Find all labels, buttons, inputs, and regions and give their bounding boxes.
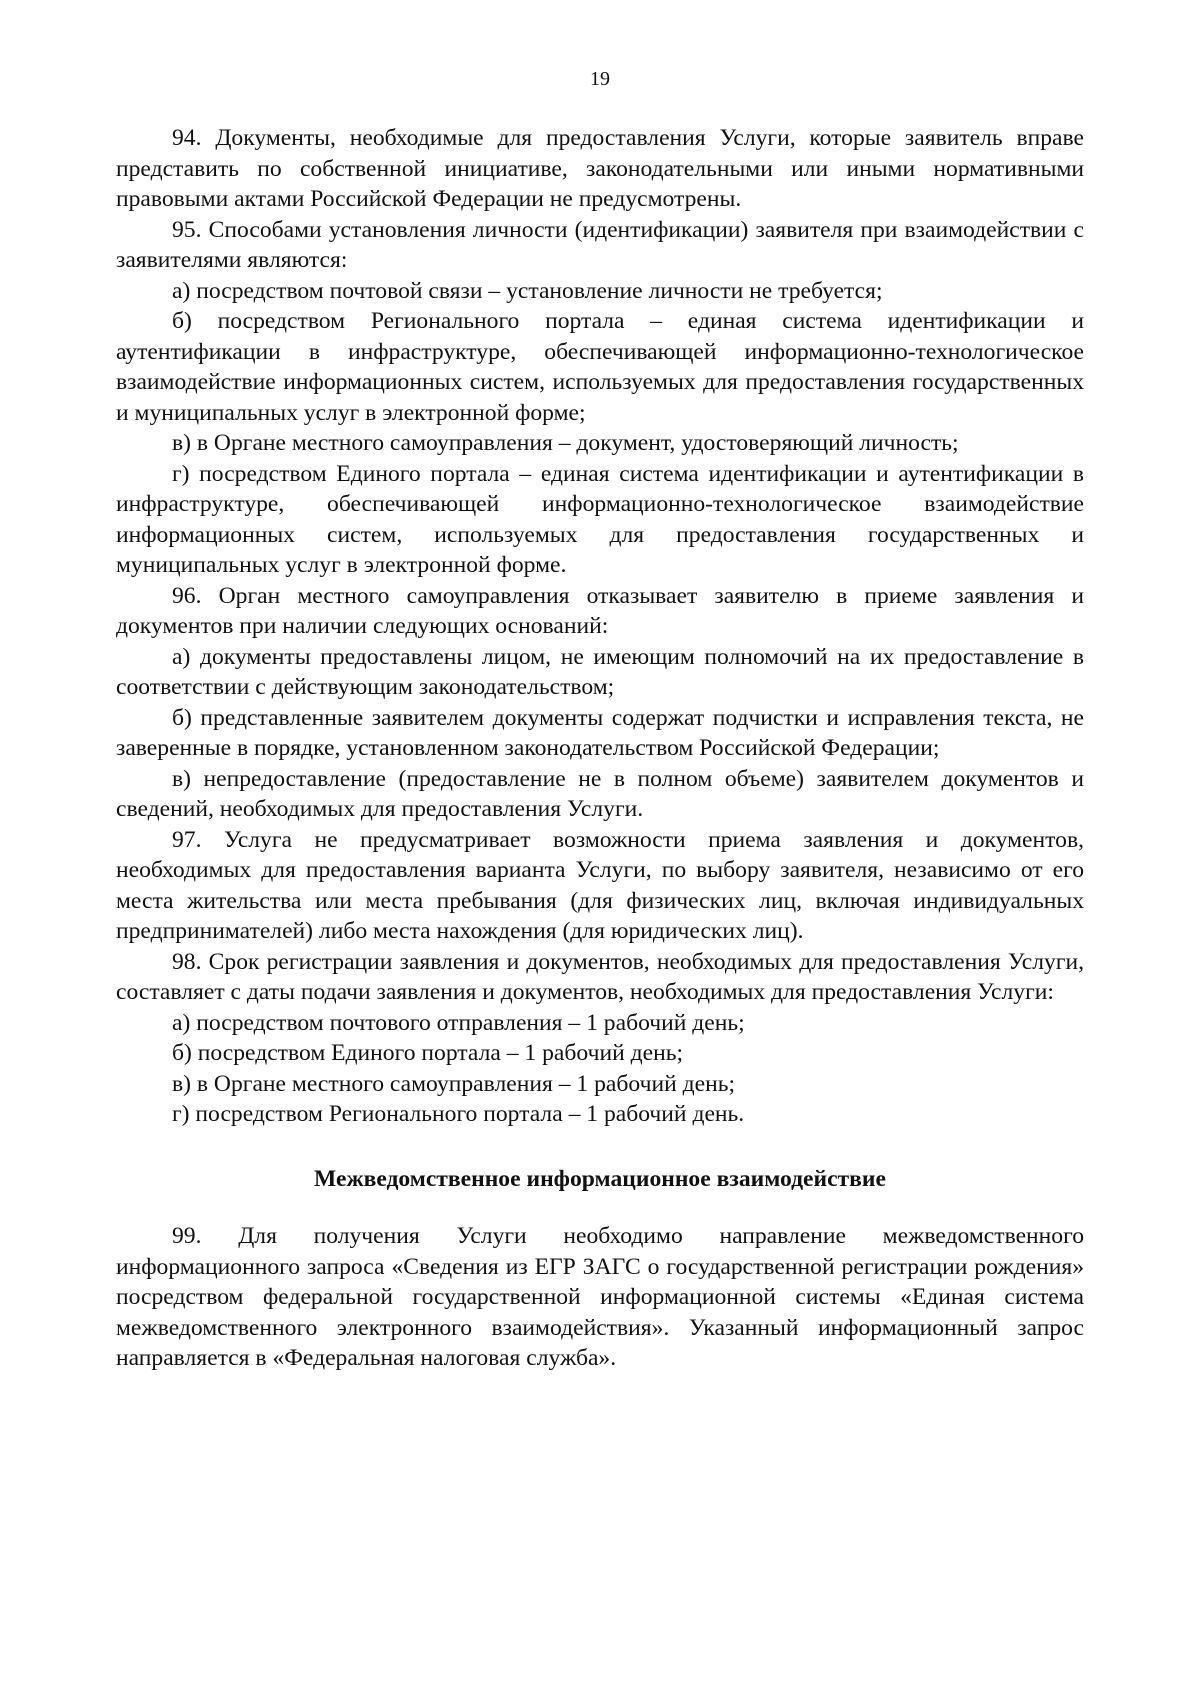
- paragraph-96: 96. Орган местного самоуправления отказывает заявителю в приеме заявления и документов при наличии следующих оснований:: [116, 582, 1084, 639]
- paragraph-97: 97. Услуга не предусматривает возможности приема заявления и документов, необходимых для предоставления варианта Услуги, по выбору заявителя, независимо от его места жительства или места пребывания (для физических лиц, включая индивидуальных предпринимателей) либо места нахождения (для юридических лиц).: [116, 826, 1084, 944]
- list-item-96-v: в) непредоставление (предоставление не в полном объеме) заявителем документов и сведений, необходимых для предоставления Услуги.: [116, 765, 1084, 822]
- list-item-98-a: а) посредством почтового отправления – 1 рабочий день;: [172, 1009, 745, 1036]
- list-item-95-g: г) посредством Единого портала – единая система идентификации и аутентификации в инфраструктуре, обеспечивающей информационно-технологическое взаимодействие информационных систем, используемых для предоставления государственных и муниципальных услуг в электронной форме.: [116, 460, 1084, 578]
- paragraph-99: 99. Для получения Услуги необходимо направление межведомственного информационного запроса «Сведения из ЕГР ЗАГС о государственной регистрации рождения» посредством федеральной государственной информационной системы «Единая система межведомственного электронного взаимодействия». Указанный информационный запрос направляется в «Федеральная налоговая служба».: [116, 1223, 1084, 1371]
- list-item-98-g: г) посредством Регионального портала – 1 рабочий день.: [172, 1101, 745, 1127]
- list-item-95-a: а) посредством почтовой связи – установление личности не требуется;: [172, 277, 883, 304]
- document-body: [116, 123, 1084, 1374]
- list-item-95-b: б) посредством Регионального портала – единая система идентификации и аутентификации в инфраструктуре, обеспечивающей информационно-технологическое взаимодействие информационных систем, используемых для предоставления государственных и муниципальных услуг в электронной форме;: [116, 308, 1084, 426]
- page-number: 19: [590, 68, 610, 90]
- list-item-95-v: в) в Органе местного самоуправления – документ, удостоверяющий личность;: [172, 430, 959, 456]
- section-heading: Межведомственное информационное взаимодействие: [314, 1165, 886, 1192]
- paragraph-98: 98. Срок регистрации заявления и документов, необходимых для предоставления Услуги, составляет с даты подачи заявления и документов, необходимых для предоставления Услуги:: [116, 948, 1084, 1005]
- paragraph-95: 95. Способами установления личности (идентификации) заявителя при взаимодействии с заявителями являются:: [116, 216, 1084, 273]
- list-item-98-v: в) в Органе местного самоуправления – 1 рабочий день;: [172, 1070, 736, 1097]
- paragraph-94: 94. Документы, необходимые для предоставления Услуги, которые заявитель вправе представить по собственной инициативе, законодательными или иными нормативными правовыми актами Российской Федерации не предусмотрены.: [116, 125, 1084, 212]
- list-item-98-b: б) посредством Единого портала – 1 рабочий день;: [172, 1040, 684, 1066]
- list-item-96-b: б) представленные заявителем документы содержат подчистки и исправления текста, не заверенные в порядке, установленном законодательством Российской Федерации;: [116, 704, 1084, 761]
- list-item-96-a: а) документы предоставлены лицом, не имеющим полномочий на их предоставление в соответствии с действующим законодательством;: [116, 643, 1084, 700]
